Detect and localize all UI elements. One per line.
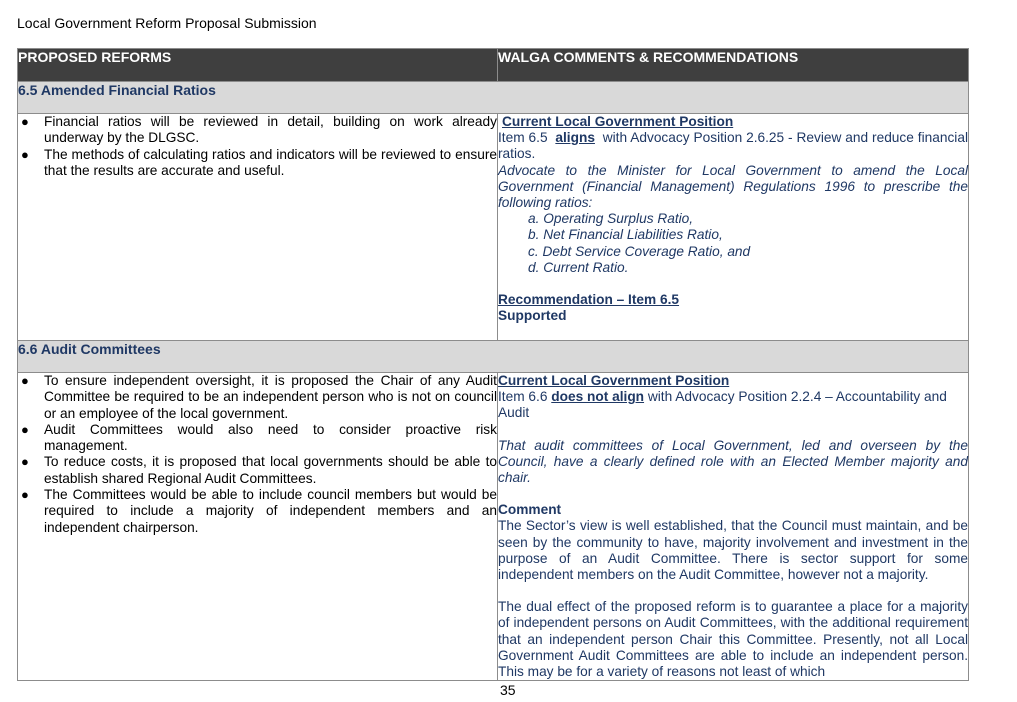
comment-paragraph: The Sector’s view is well established, that the Council must maintain, and be seen by the community to have, majority involvement and investment in the purpose of an Audit Committee. There is sector support for some independent members on the Audit Committee, however not a majority. <box>498 518 968 583</box>
section-row-6-6 <box>18 341 969 373</box>
table-row <box>18 114 969 341</box>
list-item: a. Operating Surplus Ratio, <box>528 211 694 227</box>
page-number: 35 <box>500 682 516 698</box>
list-item: ● Audit Committees would also need to consider proactive risk management. <box>21 421 497 454</box>
bullet-icon: ● <box>21 454 29 470</box>
section-title: 6.5 Amended Financial Ratios <box>18 82 969 114</box>
reform-table <box>17 48 969 681</box>
proposed-reforms-cell <box>18 114 498 341</box>
alignment-keyword: does not align <box>551 389 645 405</box>
list-item: ● To ensure independent oversight, it is proposed the Chair of any Audit Committee be required to be an independent person who is not on council or an employee of the local government. <box>21 373 497 421</box>
position-heading: Current Local Government Position <box>502 114 734 129</box>
bullet-icon: ● <box>21 421 29 437</box>
list-item: ● To reduce costs, it is proposed that local governments should be able to establish shared Regional Audit Committees. <box>21 454 497 486</box>
document-title: Local Government Reform Proposal Submission <box>17 15 317 31</box>
table-header-row <box>18 49 969 82</box>
section-row-6-5 <box>18 82 969 114</box>
section-title: 6.6 Audit Committees <box>18 341 969 373</box>
list-item: ● The methods of calculating ratios and indicators will be reviewed to ensure that the results are accurate and useful. <box>21 146 497 178</box>
bullet-icon: ● <box>21 487 29 503</box>
position-statement: Item 6.5 aligns with Advocacy Position 2.6.25 - Review and reduce financial ratios. <box>498 130 969 162</box>
list-item: d. Current Ratio. <box>528 259 629 275</box>
bullet-icon: ● <box>21 146 29 162</box>
ratio-list <box>498 211 968 276</box>
list-item: ● The Committees would be able to include council members but would be required to include a majority of independent members and an independent chairperson. <box>21 487 497 535</box>
table-row <box>18 373 969 681</box>
comment-paragraph: The dual effect of the proposed reform is to guarantee a place for a majority of independent persons on Audit Committees, with the additional requirement that an independent person Chair this Committee. Presently, not all Local Government Audit Committees are able to include an independent person. This may be for a variety of reasons not least of which <box>498 599 968 680</box>
advocacy-text: That audit committees of Local Government, led and overseen by the Council, have a clearly defined role with an Elected Member majority and chair. <box>498 437 968 486</box>
column-header-walga-comments: WALGA COMMENTS & RECOMMENDATIONS <box>498 49 969 82</box>
recommendation-heading: Recommendation – Item 6.5 <box>498 292 680 308</box>
comment-heading: Comment <box>498 502 562 518</box>
reform-list <box>18 114 497 179</box>
reform-list <box>18 373 497 536</box>
walga-comments-cell <box>498 373 969 681</box>
list-item: ● Financial ratios will be reviewed in detail, building on work already underway by the DLGSC. <box>21 114 497 146</box>
column-header-proposed-reforms: PROPOSED REFORMS <box>18 49 498 82</box>
alignment-keyword: aligns <box>555 130 595 146</box>
list-item: b. Net Financial Liabilities Ratio, <box>528 227 723 243</box>
walga-comments-cell <box>498 114 969 341</box>
bullet-icon: ● <box>21 373 29 388</box>
position-statement: Item 6.6 does not align with Advocacy Position 2.2.4 – Accountability and Audit <box>498 389 947 421</box>
position-heading: Current Local Government Position <box>498 373 730 388</box>
advocacy-text: Advocate to the Minister for Local Government to amend the Local Government (Financial Management) Regulations 1996 to prescribe the following ratios: <box>498 162 968 211</box>
proposed-reforms-cell <box>18 373 498 681</box>
list-item: c. Debt Service Coverage Ratio, and <box>528 243 751 259</box>
recommendation-value: Supported <box>498 308 567 324</box>
bullet-icon: ● <box>21 114 29 129</box>
